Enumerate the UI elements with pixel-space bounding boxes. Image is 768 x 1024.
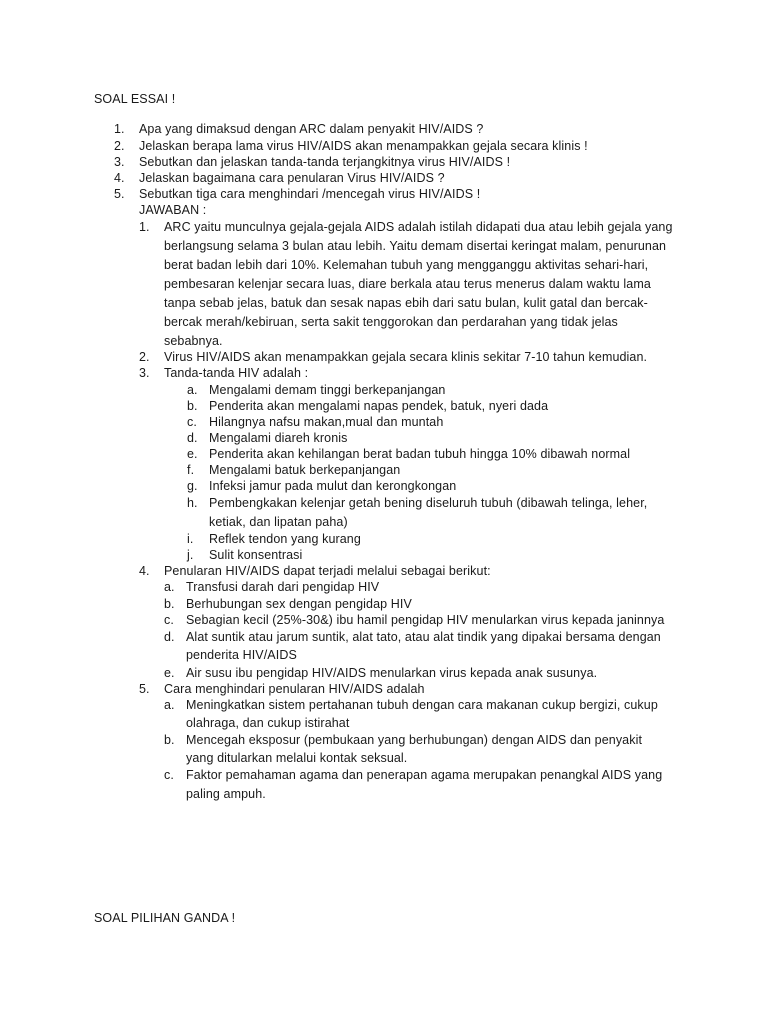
essay-heading: SOAL ESSAI ! <box>94 92 176 106</box>
answer-line: sebabnya. <box>164 334 223 348</box>
answer-number: 2. <box>139 350 150 364</box>
sub-item-continuation: penderita HIV/AIDS <box>186 648 297 662</box>
answers-label: JAWABAN : <box>139 203 207 217</box>
answer-intro: Cara menghindari penularan HIV/AIDS adalah <box>164 682 425 696</box>
answer-line: tanpa sebab jelas, batuk dan sesak napas ebih dari satu bulan, kulit gatal dan bercak- <box>164 296 648 310</box>
answer-line: berat badan lebih dari 10%. Kelemahan tubuh yang mengganggu aktivitas sehari-hari, <box>164 258 649 272</box>
answer-number: 3. <box>139 366 150 380</box>
sub-item-continuation: olahraga, dan cukup istirahat <box>186 716 350 730</box>
answer-number: 1. <box>139 220 150 234</box>
multiple-choice-heading: SOAL PILIHAN GANDA ! <box>94 911 236 925</box>
answer-line: pembesaran kelenjar secara luas, diare berkala atau terus menerus dalam waktu lama <box>164 277 651 291</box>
answer-intro: Penularan HIV/AIDS dapat terjadi melalui sebagai berikut: <box>164 564 491 578</box>
answer-intro: Tanda-tanda HIV adalah : <box>164 366 309 380</box>
answer-line: berlangsung selama 3 bulan atau lebih. Yaitu demam disertai keringat malam, penurunan <box>164 239 667 253</box>
document-page: SOAL ESSAI ! 1. Apa yang dimaksud dengan ARC dalam penyakit HIV/AIDS ? 2. Jelaskan berapa lama virus HIV/AIDS akan menampakkan gejala secara klinis ! 3. Sebutkan dan jelaskan tanda-tanda terjangkitnya virus HIV/AIDS ! 4. Jelaskan bagaimana cara penularan Virus HIV/AIDS ? 5. Sebutkan tiga cara menghindari /mencegah virus HIV/AIDS ! JAWABAN : 1. ARC yaitu munculnya gejala-gejala AIDS adalah istilah didapati dua atau lebih gejala yang berlangsung selama 3 bulan atau lebih. Yaitu demam disertai keringat malam, penurunan berat badan lebih dari 10%. Kelemahan tubuh yang mengganggu aktivitas sehari-hari, pembesaran kelenjar secara luas, diare berkala atau terus menerus dalam waktu lama tanpa sebab jelas, batuk dan sesak napas ebih dari satu bulan, kulit gatal dan bercak- bercak merah/kebiruan, serta sakit tenggorokan dan perdarahan yang tidak jelas sebabnya. 2. Virus HIV/AIDS akan menampakkan gejala secara klinis sekitar 7-10 tahun kemudian. 3. Tanda-tanda HIV adalah : a. Mengalami demam tinggi berkepanjangan b. Penderita akan mengalami napas pendek, batuk, nyeri dada c. Hilangnya nafsu makan,mual dan muntah d. Mengalami diareh kronis e. Penderita akan kehilangan berat badan tubuh hingga 10% dibawah normal f. Mengalami batuk berkepanjangan g. Infeksi jamur pada mulut dan kerongkongan h. Pembengkakan kelenjar getah bening diseluruh tubuh (dibawah telinga, leher, ketiak, dan lipatan paha) i. Reflek tendon yang kurang j. Sulit konsentrasi 4. Penularan HIV/AIDS dapat terjadi melalui sebagai berikut: a. Transfusi darah dari pengidap HIV b. Berhubungan sex dengan pengidap HIV c. Sebagian kecil (25%-30&) ibu hamil pengidap HIV menularkan virus kepada janinnya d. Alat suntik atau jarum suntik, alat tato, atau alat tindik yang dipakai bersama dengan penderita HIV/AIDS e. Air susu ibu pengidap HIV/AIDS menularkan virus kepada anak susunya. 5. Cara menghindari penularan HIV/AIDS adalah a. Meningkatkan sistem pertahanan tubuh dengan cara makanan cukup bergizi, cukup olahraga, dan cukup istirahat b. Mencegah eksposur (pembukaan yang berhubungan) dengan AIDS dan penyakit yang ditularkan melalui kontak seksual. c. Faktor pemahaman agama dan penerapan agama merupakan penangkal AIDS yang paling ampuh. SOAL PILIHAN GANDA ! <box>94 92 673 925</box>
answer-number: 5. <box>139 682 150 696</box>
answer-number: 4. <box>139 564 150 578</box>
answer-line: Virus HIV/AIDS akan menampakkan gejala secara klinis sekitar 7-10 tahun kemudian. <box>164 350 648 364</box>
answer-line: ARC yaitu munculnya gejala-gejala AIDS adalah istilah didapati dua atau lebih gejala yang <box>164 220 673 234</box>
sub-item-continuation: yang ditularkan melalui kontak seksual. <box>186 751 408 765</box>
answer-line: bercak merah/kebiruan, serta sakit tenggorokan dan perdarahan yang tidak jelas <box>164 315 618 329</box>
sub-item-continuation: ketiak, dan lipatan paha) <box>209 515 348 529</box>
sub-item-continuation: paling ampuh. <box>186 787 266 801</box>
